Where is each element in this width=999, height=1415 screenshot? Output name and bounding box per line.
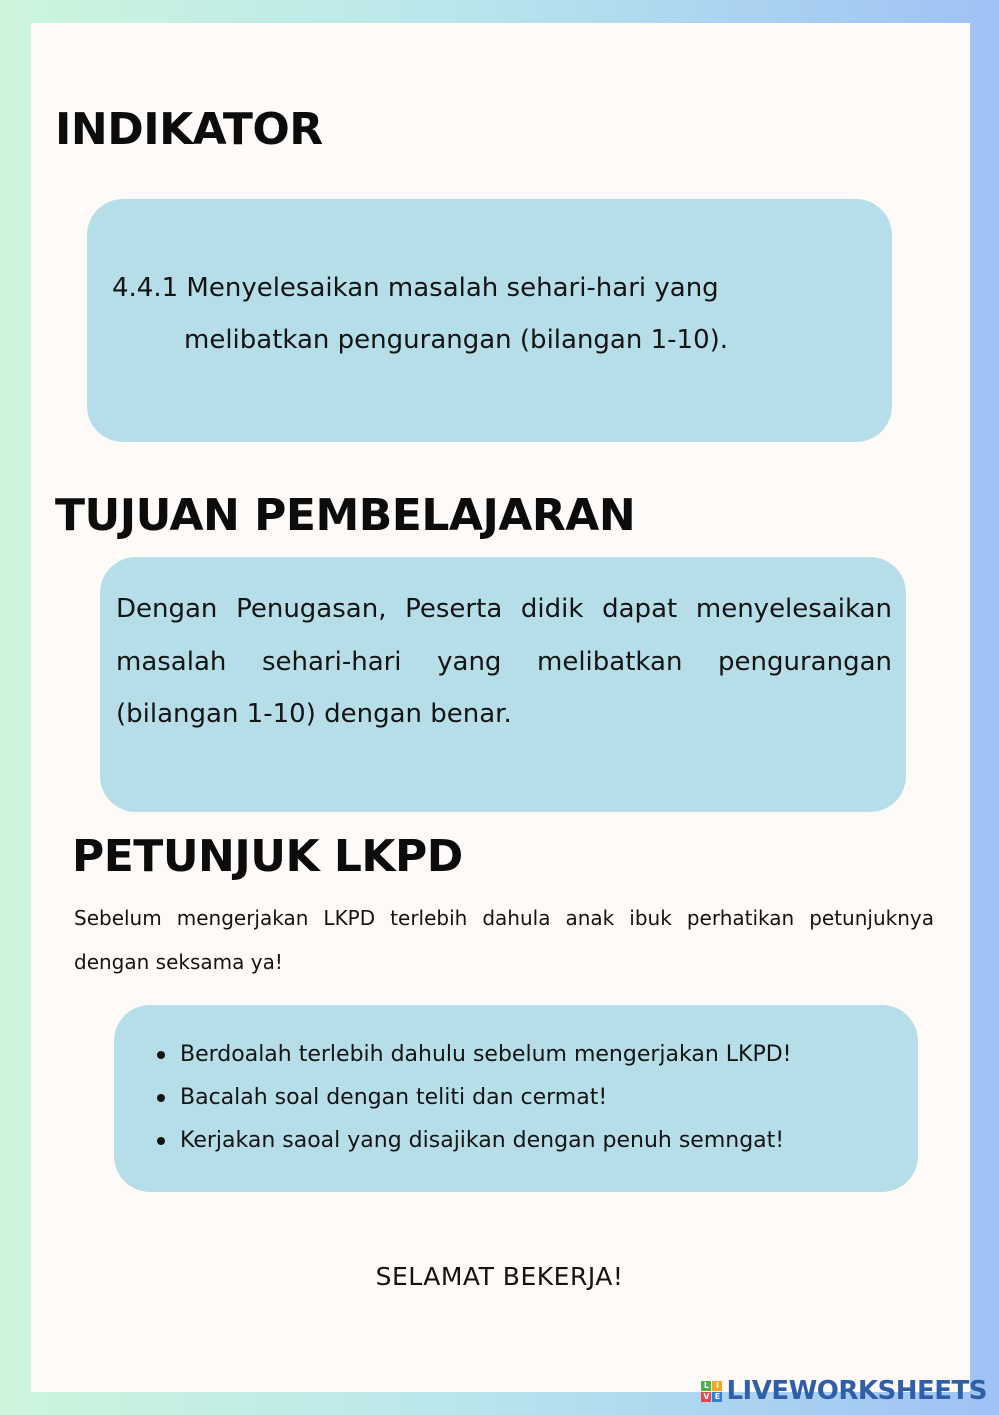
indikator-heading: INDIKATOR — [55, 104, 323, 155]
logo-letter: V — [703, 1392, 710, 1401]
list-item: Berdoalah terlebih dahulu sebelum mengerjakan LKPD! — [150, 1033, 910, 1076]
petunjuk-intro: Sebelum mengerjakan LKPD terlebih dahula anak ibuk perhatikan petunjuknya dengan seksama ya! — [74, 906, 934, 974]
indikator-text: 4.4.1 Menyelesaikan masalah sehari-hari yang melibatkan pengurangan (bilangan 1-10). — [112, 273, 729, 355]
list-item: Kerjakan saoal yang disajikan dengan penuh semngat! — [150, 1119, 910, 1162]
brand-name: LIVEWORKSHEETS — [726, 1376, 987, 1406]
liveworksheets-brand[interactable] — [701, 1376, 987, 1406]
liveworksheets-logo-icon — [701, 1381, 722, 1402]
list-item: Bacalah soal dengan teliti dan cermat! — [150, 1076, 910, 1119]
closing-text: SELAMAT BEKERJA! — [375, 1262, 624, 1291]
logo-letter: I — [712, 1381, 722, 1391]
petunjuk-heading: PETUNJUK LKPD — [72, 831, 463, 882]
tujuan-text: Dengan Penugasan, Peserta didik dapat menyelesaikan masalah sehari-hari yang melibatkan pengurangan (bilangan 1-10) dengan benar. — [116, 594, 892, 729]
petunjuk-list — [150, 1033, 910, 1162]
tujuan-heading: TUJUAN PEMBELAJARAN — [55, 490, 636, 541]
logo-letter: L — [701, 1381, 711, 1391]
logo-letter: E — [712, 1392, 722, 1402]
